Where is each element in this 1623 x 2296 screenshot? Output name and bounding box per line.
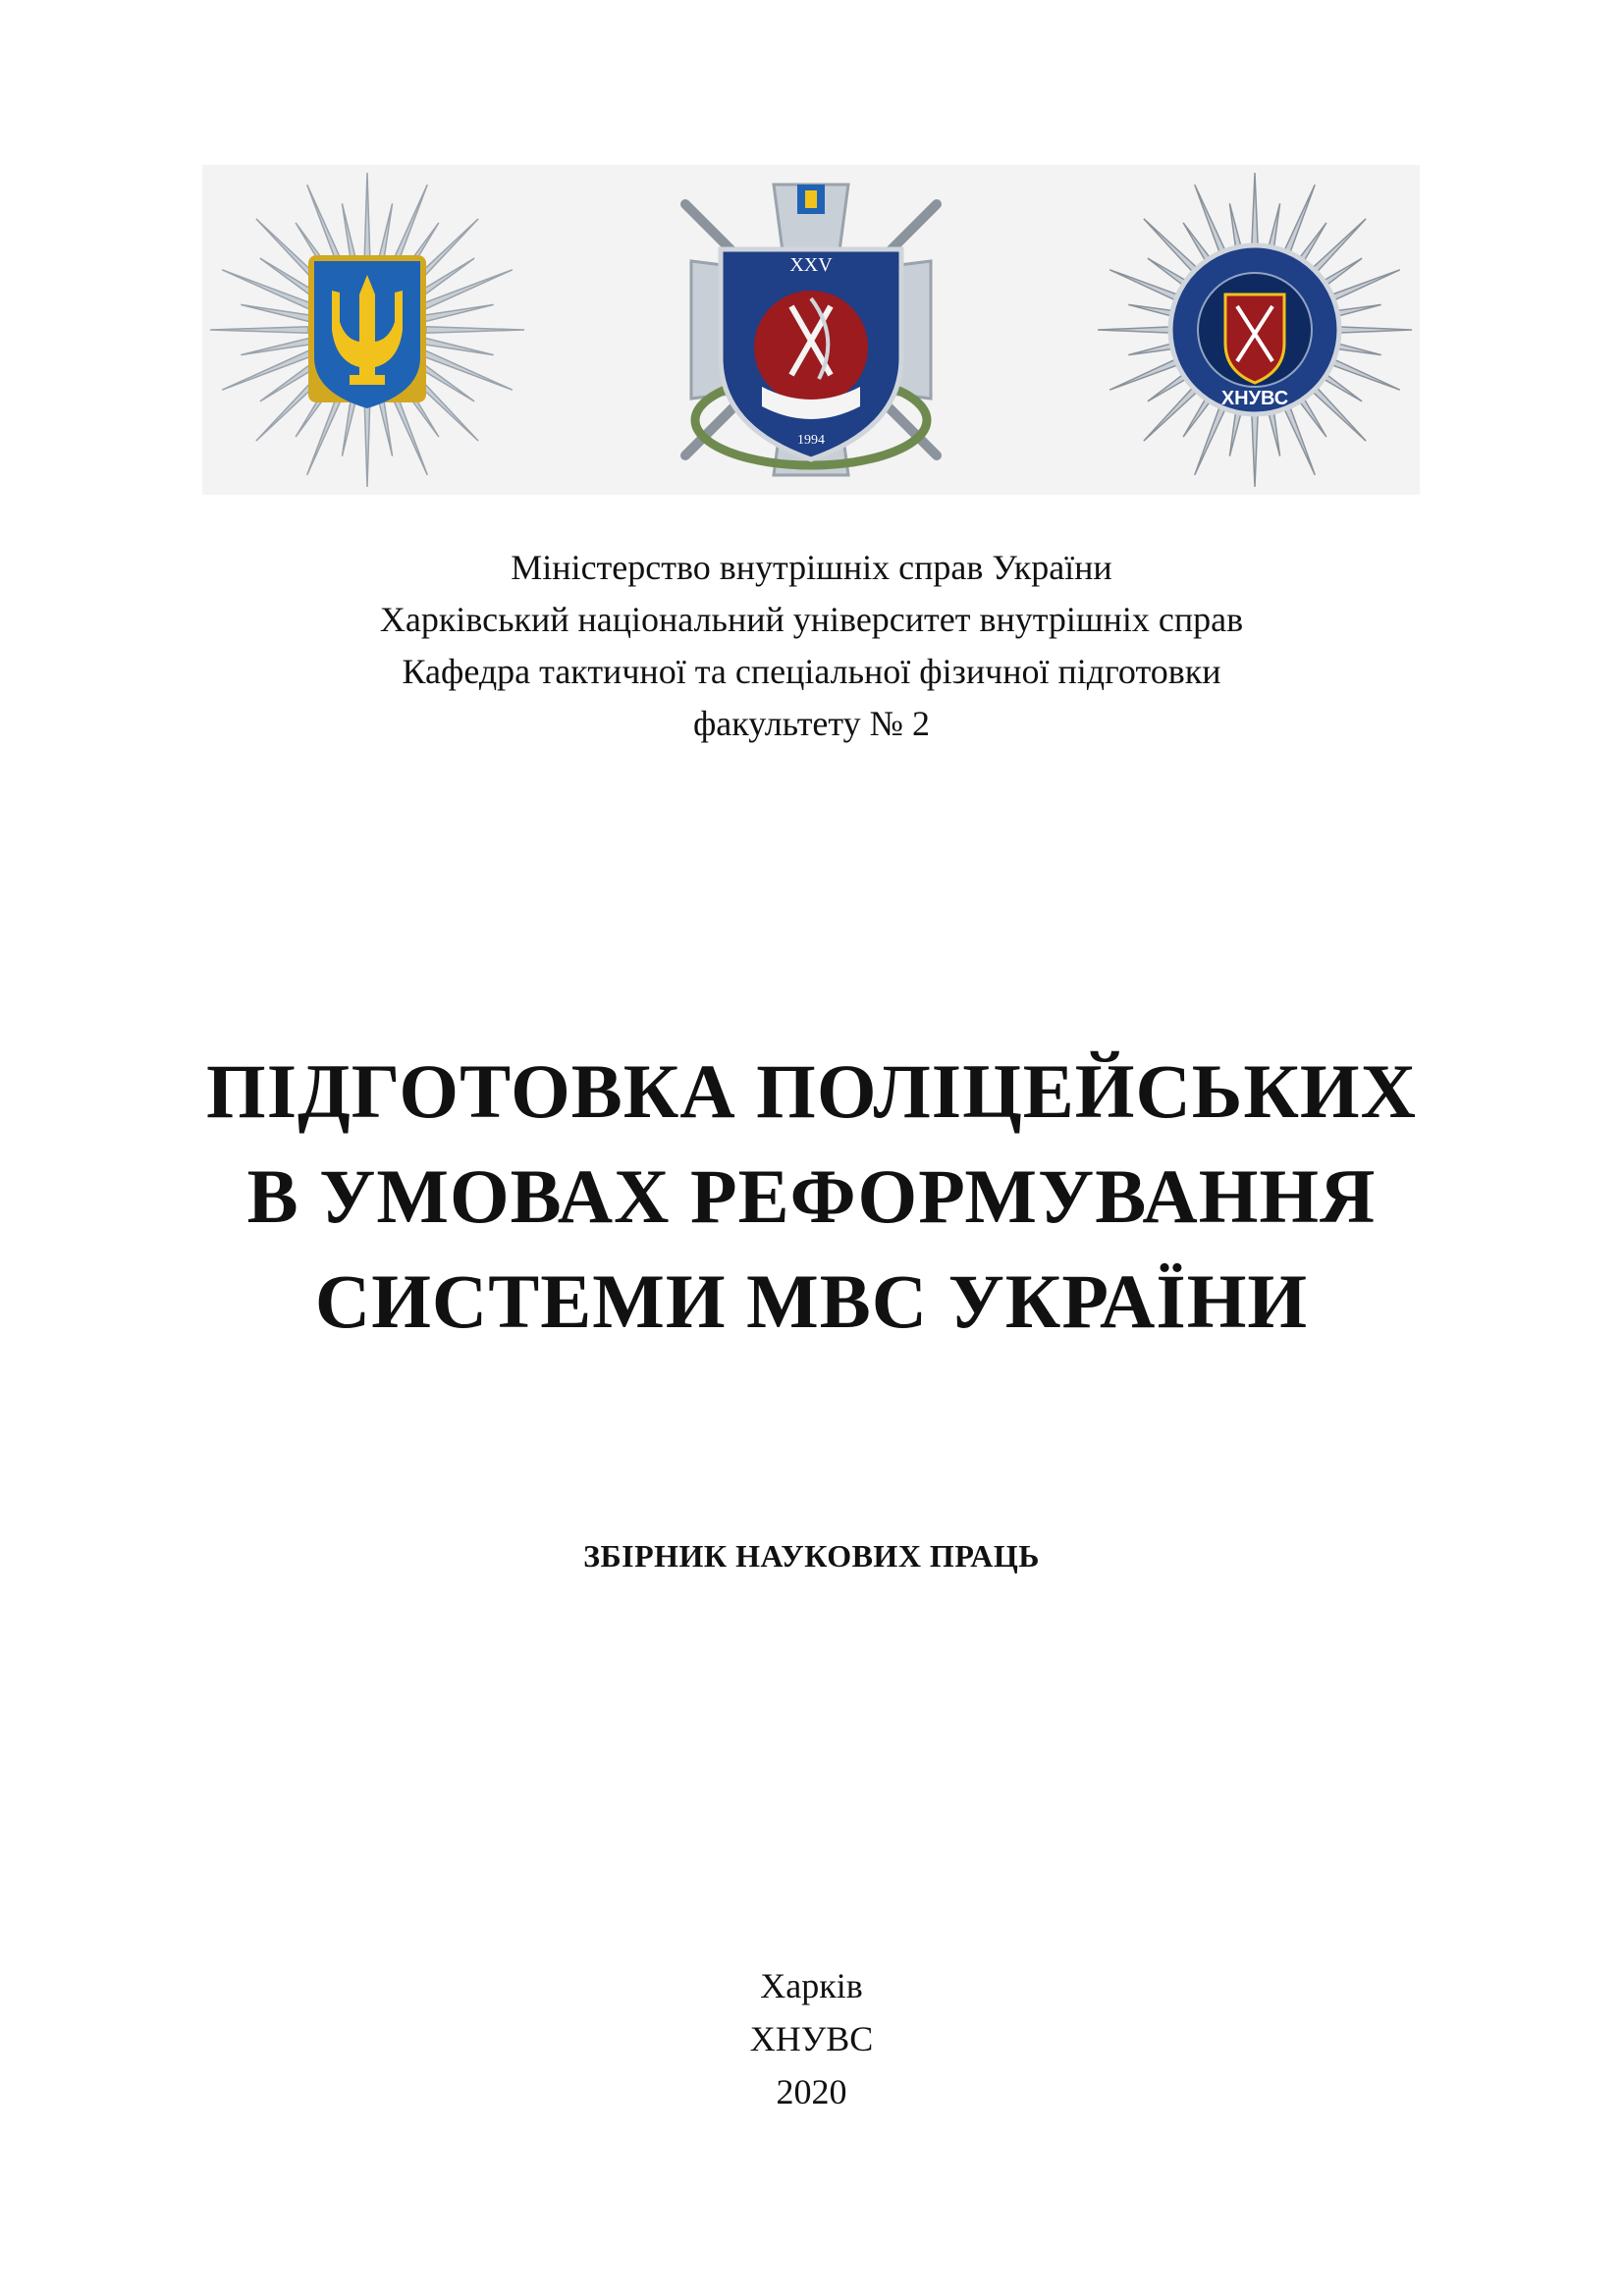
star-ray xyxy=(420,349,513,390)
emblem-roman-numeral: XXV xyxy=(789,254,833,276)
star-ray xyxy=(241,339,310,355)
faculty-name: факультету № 2 xyxy=(692,704,931,743)
department-name: Кафедра тактичної та спеціальної фізичної підготовки xyxy=(402,652,1221,691)
khnuvs-university-emblem xyxy=(646,165,976,495)
title-line-3: СИСТЕМИ МВС УКРАЇНИ xyxy=(314,1258,1309,1344)
document-title xyxy=(0,1039,1623,1354)
document-subtitle: ЗБІРНИК НАУКОВИХ ПРАЦЬ xyxy=(583,1538,1040,1574)
emblem-founding-year: 1994 xyxy=(797,433,825,448)
star-ray xyxy=(222,270,314,310)
star-ray xyxy=(426,327,524,333)
khnuvs-university-icon xyxy=(646,165,976,495)
imprint-publisher: ХНУВС xyxy=(749,2019,874,2058)
criminal-police-faculty-emblem xyxy=(1090,165,1420,495)
emblem-abbreviation: ХНУВС xyxy=(1220,388,1289,409)
institution-block xyxy=(0,542,1623,750)
ministry-name: Міністерство внутрішніх справ України xyxy=(511,548,1112,587)
star-ray xyxy=(424,339,494,355)
university-name: Харківський національний університет внутрішніх справ xyxy=(379,600,1244,639)
star-ray xyxy=(424,304,494,321)
star-ray xyxy=(420,270,513,310)
star-ray xyxy=(241,304,310,321)
police-star-trident-icon xyxy=(202,165,532,495)
imprint-city: Харків xyxy=(760,1966,863,2005)
imprint-block xyxy=(0,1959,1623,2118)
emblem-strip xyxy=(202,165,1420,495)
title-line-1: ПІДГОТОВКА ПОЛІЦЕЙСЬКИХ xyxy=(206,1048,1417,1134)
star-ray xyxy=(222,349,314,390)
criminal-police-faculty-icon xyxy=(1090,165,1420,495)
police-star-trident-emblem xyxy=(202,165,532,495)
imprint-year: 2020 xyxy=(776,2072,847,2111)
title-line-2: В УМОВАХ РЕФОРМУВАННЯ xyxy=(246,1153,1377,1239)
star-ray xyxy=(210,327,308,333)
